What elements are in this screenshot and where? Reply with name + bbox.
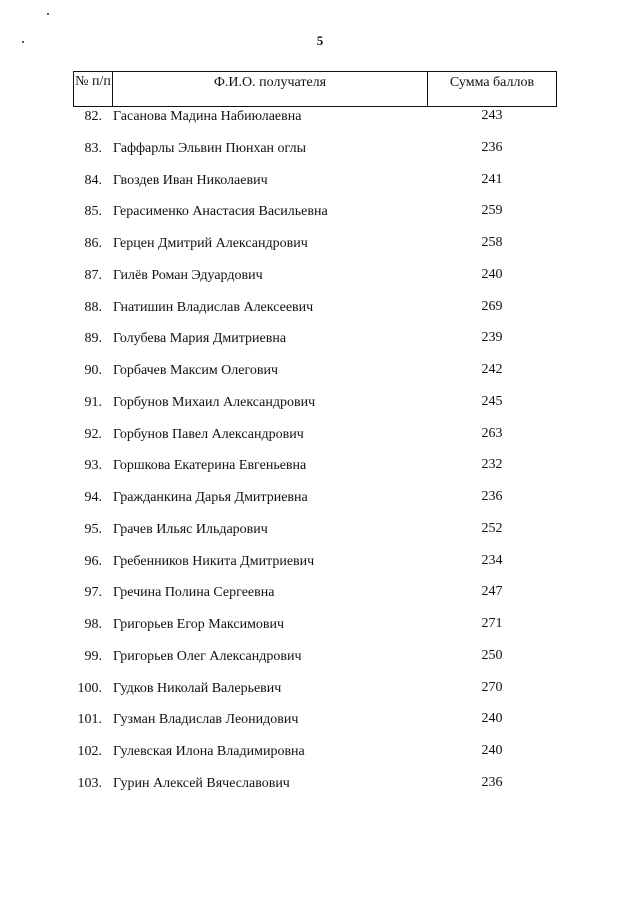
row-name: Григорьев Олег Александрович	[113, 648, 302, 664]
row-number: 83.	[84, 140, 102, 156]
header-number: № п/п	[74, 72, 113, 106]
row-name: Гребенников Никита Дмитриевич	[113, 553, 315, 569]
row-name: Герасименко Анастасия Васильевна	[113, 204, 328, 220]
row-score: 263	[481, 425, 503, 441]
row-score: 259	[481, 203, 503, 219]
row-name: Герцен Дмитрий Александрович	[113, 236, 308, 251]
row-name: Голубева Мария Дмитриевна	[113, 331, 287, 347]
row-name: Гузман Владислав Леонидович	[113, 712, 299, 728]
row-number: 82.	[84, 109, 102, 124]
table-row	[73, 456, 557, 488]
row-name: Гасанова Мадина Набиюлаевна	[113, 109, 302, 124]
row-number: 100.	[77, 680, 102, 696]
row-name: Гречина Полина Сергеевна	[113, 585, 275, 601]
row-score: 271	[481, 616, 503, 631]
row-name: Гилёв Роман Эдуардович	[113, 267, 263, 283]
table-row	[73, 298, 557, 330]
row-score: 234	[481, 552, 503, 568]
row-score: 252	[481, 520, 503, 536]
row-score: 243	[481, 108, 503, 123]
row-name: Гаффарлы Эльвин Пюнхан оглы	[113, 140, 306, 156]
row-name: Грачев Ильяс Ильдарович	[113, 521, 268, 537]
scan-speck	[47, 13, 49, 15]
row-score: 250	[481, 647, 503, 663]
table-row	[73, 266, 557, 298]
row-number: 91.	[84, 394, 102, 410]
row-name: Гвоздев Иван Николаевич	[113, 172, 268, 188]
table-row	[73, 234, 557, 266]
row-name: Горшкова Екатерина Евгеньевна	[113, 458, 307, 474]
row-number: 102.	[77, 744, 102, 759]
table-row	[73, 520, 557, 552]
row-number: 97.	[84, 585, 102, 601]
row-score: 239	[481, 330, 503, 346]
row-name: Гулевская Илона Владимировна	[113, 744, 305, 759]
row-score: 240	[481, 266, 503, 282]
table-row	[73, 488, 557, 520]
row-score: 236	[481, 139, 503, 155]
row-name: Гнатишин Владислав Алексеевич	[113, 299, 314, 315]
table-row	[73, 583, 557, 615]
row-score: 232	[481, 457, 503, 473]
row-score: 245	[481, 393, 503, 409]
page-number: 5	[316, 33, 324, 48]
row-number: 96.	[84, 553, 102, 569]
row-score: 269	[481, 298, 503, 314]
table-row	[73, 615, 557, 647]
row-score: 258	[481, 235, 503, 250]
row-number: 90.	[84, 363, 102, 378]
row-number: 99.	[84, 648, 102, 664]
table-row	[73, 361, 557, 393]
row-name: Гражданкина Дарья Дмитриевна	[113, 490, 308, 505]
table-row	[73, 171, 557, 203]
row-score: 236	[481, 774, 503, 790]
row-number: 86.	[84, 236, 102, 251]
row-score: 247	[481, 584, 503, 600]
row-score: 241	[481, 171, 503, 187]
row-number: 94.	[84, 490, 102, 505]
row-number: 103.	[77, 775, 102, 791]
table-row	[73, 425, 557, 457]
table-row	[73, 774, 557, 806]
row-name: Гурин Алексей Вячеславович	[113, 775, 290, 791]
table-row	[73, 107, 557, 139]
table-row	[73, 552, 557, 584]
row-number: 84.	[84, 172, 102, 188]
row-score: 240	[481, 711, 503, 727]
table-row	[73, 742, 557, 774]
row-number: 89.	[84, 331, 102, 347]
row-number: 87.	[84, 267, 102, 283]
header-name: Ф.И.О. получателя	[113, 72, 428, 106]
table-body	[73, 107, 557, 806]
table-header	[73, 71, 557, 107]
row-number: 95.	[84, 521, 102, 537]
table-row	[73, 679, 557, 711]
row-name: Григорьев Егор Максимович	[113, 617, 285, 632]
row-number: 98.	[84, 617, 102, 632]
row-score: 242	[481, 362, 503, 377]
row-score: 240	[481, 743, 503, 758]
row-number: 88.	[84, 299, 102, 315]
header-score: Сумма баллов	[449, 75, 535, 90]
row-score: 270	[481, 679, 503, 695]
row-score: 236	[481, 489, 503, 504]
table-row	[73, 202, 557, 234]
table-row	[73, 329, 557, 361]
row-number: 101.	[77, 712, 102, 728]
row-name: Горбунов Павел Александрович	[113, 426, 304, 442]
row-name: Гудков Николай Валерьевич	[113, 680, 282, 696]
row-number: 85.	[84, 204, 102, 220]
table-row	[73, 710, 557, 742]
row-name: Горбачев Максим Олегович	[113, 363, 279, 378]
table-row	[73, 139, 557, 171]
table-row	[73, 647, 557, 679]
table-row	[73, 393, 557, 425]
row-name: Горбунов Михаил Александрович	[113, 394, 316, 410]
row-number: 93.	[84, 458, 102, 474]
row-number: 92.	[84, 426, 102, 442]
